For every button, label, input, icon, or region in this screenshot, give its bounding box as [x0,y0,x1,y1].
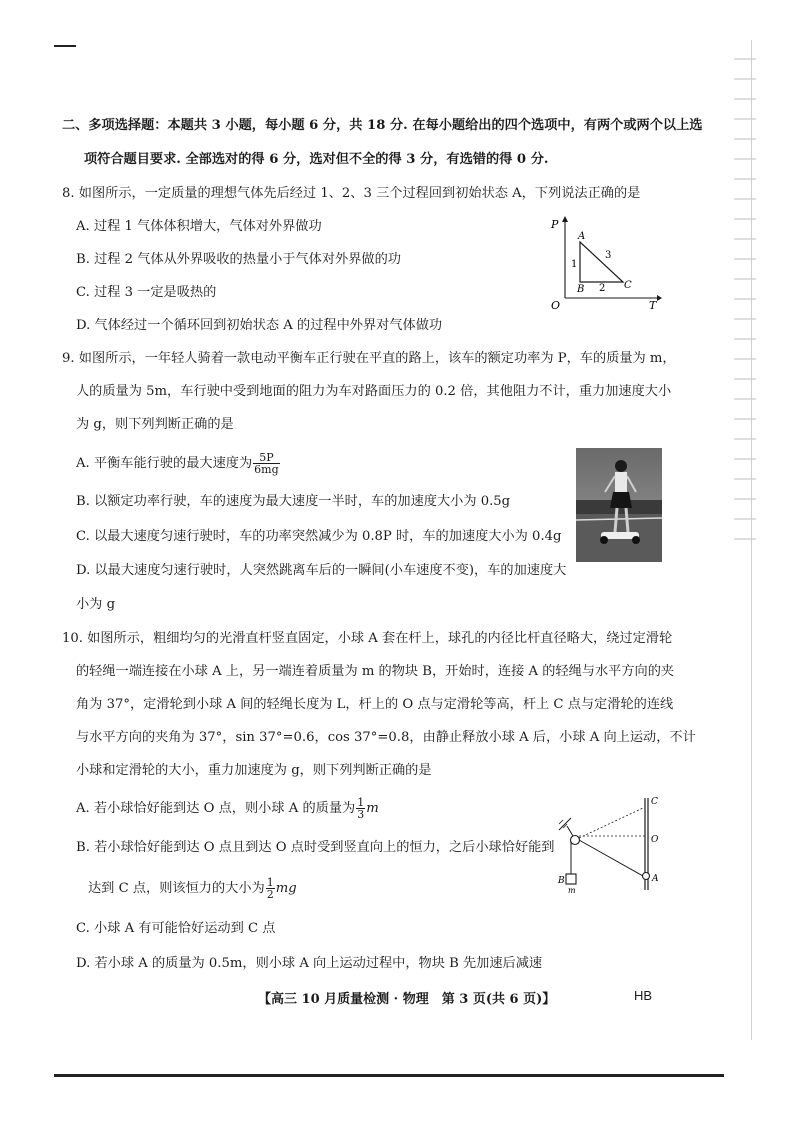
q10-option-a [76,797,379,820]
q10-pulley [571,836,580,845]
top-rule [54,45,76,47]
q9-option-b: B. 以额定功率行驶，车的速度为最大速度一半时，车的加速度大小为 0.5g [76,494,511,509]
q8-stem: 8. 如图所示，一定质量的理想气体先后经过 1、2、3 三个过程回到初始状态 A，下列说法正确的是 [62,186,641,201]
scan-edge-marks [734,40,756,540]
q9-option-a-fraction [253,452,279,475]
q8-label-p: P [551,218,559,231]
q10-stem-line-1: 10. 如图所示，粗细均匀的光滑直杆竖直固定，小球 A 套在杆上，球孔的内径比杆直径略大，绕过定滑轮 [62,631,673,646]
footer-page-info: 【高三 10 月质量检测 · 物理 第 3 页(共 6 页)】 [258,992,556,1007]
q8-label-1: 1 [571,259,578,270]
q8-t-axis-arrow [657,295,662,301]
q8-label-o: O [551,299,561,310]
q9-option-a-text: A. 平衡车能行驶的最大速度为 [76,456,253,471]
q10-block-b [566,874,576,884]
q10-label-b: B [558,876,565,886]
q9-photo-scooter-wheel-right [632,536,640,544]
q9-option-a-numerator: 5P [253,452,279,464]
q9-option-a-denominator: 6mg [254,463,279,476]
q9-photo-balance-scooter [576,448,662,562]
q10-ceiling-mount [559,818,571,830]
q9-photo-scooter-wheel-left [600,536,608,544]
q10-option-b-line-1: B. 若小球恰好能到达 O 点且到达 O 点时受到竖直向上的恒力，之后小球恰好能到 [76,840,555,855]
q8-label-3: 3 [605,250,612,261]
q8-label-t: T [649,299,657,310]
q9-photo-person-head [615,460,627,472]
q10-option-a-denominator: 3 [357,808,365,821]
q9-photo-person-right-leg [626,508,628,532]
section-line-1: 二、多项选择题：本题共 3 小题，每小题 6 分，共 18 分. 在每小题给出的四个选项中，有两个或两个以上选 [62,118,703,133]
q10-line-to-c [579,808,643,838]
q9-stem-line-2: 人的质量为 5m，车行驶中受到地面的阻力为车对路面压力的 0.2 倍，其他阻力不计，重力加速度大小 [76,384,672,399]
q9-photo-person-skirt [610,492,632,508]
q8-label-2: 2 [599,283,606,294]
q10-option-a-text: A. 若小球恰好能到达 O 点，则小球 A 的质量为 [76,801,356,816]
q8-label-b: B [577,284,585,295]
bottom-rule [54,1074,724,1077]
q10-stem-line-2: 的轻绳一端连接在小球 A 上，另一端连着质量为 m 的物块 B，开始时，连接 A 的轻绳与水平方向的夹 [76,664,675,679]
q8-option-d: D. 气体经过一个循环回到初始状态 A 的过程中外界对气体做功 [76,318,443,333]
q10-pulley-arm [567,826,573,836]
q10-option-b-denominator: 2 [266,888,274,901]
q9-stem-line-3: 为 g，则下列判断正确的是 [76,417,234,432]
q10-option-b-line-2 [88,877,297,900]
q8-label-c: C [624,280,632,291]
q10-rope-to-a [579,840,643,876]
q10-option-b-text: 达到 C 点，则该恒力的大小为 [88,881,265,896]
footer-code: HB [634,988,653,1003]
q10-option-b-fraction [266,877,275,900]
q10-stem-line-4: 与水平方向的夹角为 37°，sin 37°=0.6，cos 37°=0.8，由静止释放小球 A 后，小球 A 向上运动，不计 [76,730,696,745]
q10-option-a-unit: m [366,801,379,816]
q10-stem-line-3: 角为 37°，定滑轮到小球 A 间的轻绳长度为 L，杆上的 O 点与定滑轮等高，杆上 C 点与定滑轮的连线 [76,697,674,712]
q10-ball-a [643,873,650,880]
q10-option-b-numerator: 1 [266,876,274,889]
q9-option-d-line-1: D. 以最大速度匀速行驶时，人突然跳离车后的一瞬间(小车速度不变)，车的加速度大 [76,563,567,578]
q8-p-axis-arrow [562,216,568,222]
q8-option-a: A. 过程 1 气体体积增大，气体对外界做功 [76,219,322,234]
q10-label-c: C [651,797,658,807]
q9-stem-line-1: 9. 如图所示，一年轻人骑着一款电动平衡车正行驶在平直的路上，该车的额定功率为 P，车的质量为 m， [62,351,676,366]
q10-option-a-fraction [356,797,365,820]
q8-option-c: C. 过程 3 一定是吸热的 [76,285,217,300]
q10-option-a-numerator: 1 [357,796,365,809]
q10-label-o: O [651,835,659,845]
q9-photo-person-left-leg [615,508,617,532]
q9-option-c: C. 以最大速度匀速行驶时，车的功率突然减少为 0.8P 时，车的加速度大小为 0.4g [76,529,562,544]
q10-stem-line-5: 小球和定滑轮的大小，重力加速度为 g，则下列判断正确的是 [76,763,432,778]
q9-option-d-line-2: 小为 g [76,597,116,612]
q10-option-b-unit: mg [275,881,297,896]
q10-label-m: m [568,886,576,895]
q10-option-d: D. 若小球 A 的质量为 0.5m，则小球 A 向上运动过程中，物块 B 先加速后减速 [76,956,543,971]
q9-option-a [76,452,281,475]
section-line-2: 项符合题目要求. 全部选对的得 6 分，选对但不全的得 3 分，有选错的得 0 分. [84,152,549,167]
q8-label-a: A [578,231,586,242]
q10-option-c: C. 小球 A 有可能恰好运动到 C 点 [76,921,276,936]
q10-mount-hatch-1 [559,820,563,824]
q9-photo-person-shirt [615,472,627,492]
q8-option-b: B. 过程 2 气体从外界吸收的热量小于气体对外界做的功 [76,252,401,267]
q8-cycle-triangle [580,242,623,282]
q10-label-a: A [652,874,659,884]
q10-pulley-diagram [555,790,665,900]
q8-pt-diagram [545,210,665,310]
